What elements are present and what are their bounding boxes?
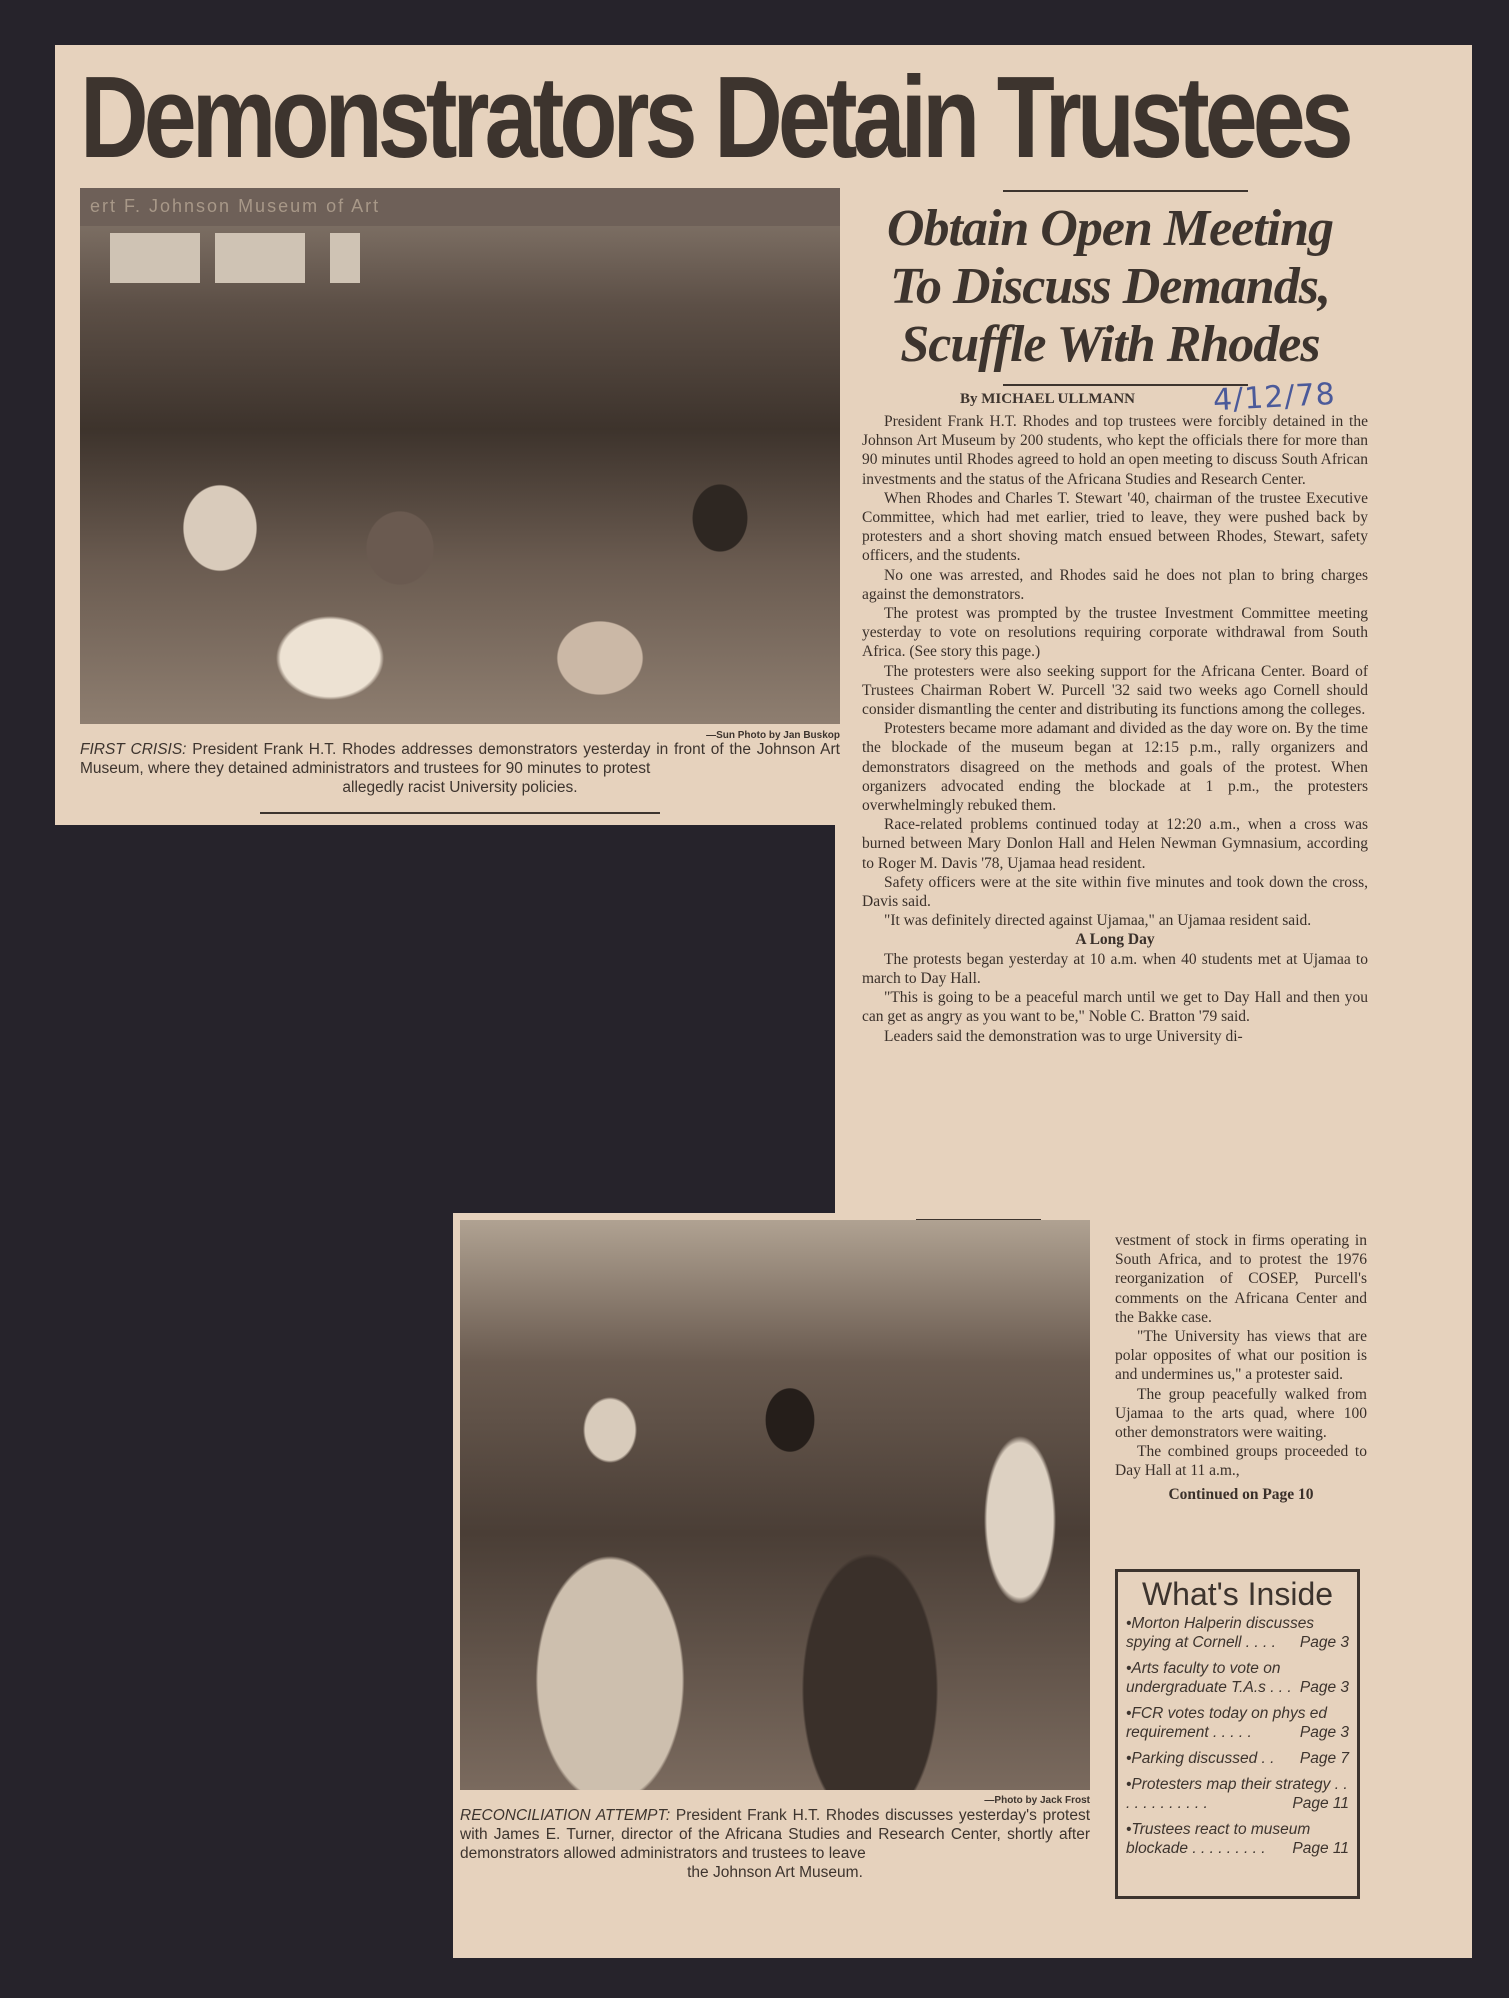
photo-window xyxy=(110,233,200,283)
caption-rule xyxy=(260,812,660,814)
handwritten-date: 4/12/78 xyxy=(1212,376,1337,419)
article-paragraph: Safety officers were at the site within five minutes and took down the cross, Davis said. xyxy=(862,873,1368,911)
caption-lead: FIRST CRISIS: xyxy=(80,741,187,758)
inside-item xyxy=(1126,1614,1349,1652)
article-paragraph: When Rhodes and Charles T. Stewart '40, chairman of the trustee Executive Committee, which had met earlier, tried to leave, they were pushed back by protesters and a short shoving match ensued between Rhodes, Stewart, safety officers, and the students. xyxy=(862,489,1368,565)
deck-line-3: Scuffle With Rhodes xyxy=(900,316,1320,373)
photo-caption-bottom xyxy=(460,1806,1090,1882)
article-paragraph: The protest was prompted by the trustee Investment Committee meeting yesterday to vote on resolutions requiring corporate withdrawal from South Africa. (See story this page.) xyxy=(862,605,1368,661)
inside-item xyxy=(1126,1820,1349,1858)
whats-inside-box xyxy=(1115,1569,1360,1899)
photo-window xyxy=(330,233,360,283)
photo-demonstrators-museum xyxy=(80,188,840,724)
article-paragraph: Protesters became more adamant and divided as the day wore on. By the time the blockade of the museum began at 12:15 p.m., rally organizers and demonstrators disagreed on the methods and goals of the protest. When organizers advocated ending the blockade at 1 p.m., the protesters overwhelmingly rebuked them. xyxy=(862,720,1368,815)
caption-text: President Frank H.T. Rhodes discusses yesterday's protest with James E. Turner, director of the Africana Studies and Research Center, shortly after demonstrators allowed administrators and trustees to leave xyxy=(460,1807,1091,1862)
inside-item-text: •Morton Halperin discusses spying at Cornell . . . . xyxy=(1126,1615,1315,1651)
inside-item-page: Page 7 xyxy=(1299,1750,1349,1767)
inside-item xyxy=(1126,1749,1349,1768)
inside-item-text: •FCR votes today on phys ed requirement . . . . . xyxy=(1126,1705,1328,1741)
subhead-a-long-day: A Long Day xyxy=(1075,931,1155,949)
inside-item xyxy=(1126,1704,1349,1742)
caption-last-line: allegedly racist University policies. xyxy=(342,779,578,796)
caption-text: President Frank H.T. Rhodes addresses demonstrators yesterday in front of the Johnson Art Museum, where they detained administrators and trustees for 90 minutes to protest xyxy=(80,741,840,777)
article-paragraph: The protesters were also seeking support for the Africana Center. Board of Trustees Chairman Robert W. Purcell '32 said two weeks ago Cornell should consider dismantling the center and distributing its functions among the colleges. xyxy=(862,662,1368,719)
article-paragraph: vestment of stock in firms operating in South Africa, and to protest the 1976 reorganization of COSEP, Purcell's comments on the Africana Center and the Bakke case. xyxy=(1115,1232,1367,1326)
article-paragraph: The group peacefully walked from Ujamaa to the arts quad, where 100 other demonstrators were waiting. xyxy=(1115,1385,1367,1442)
museum-sign-text: ert F. Johnson Museum of Art xyxy=(90,196,381,216)
deck-line-2: To Discuss Demands, xyxy=(890,258,1330,315)
inside-item-page: Page 3 xyxy=(1299,1679,1349,1696)
inside-item-page: Page 11 xyxy=(1292,1840,1349,1857)
inside-item-page: Page 3 xyxy=(1299,1724,1349,1741)
inside-item-text: •Trustees react to museum blockade . . . . . . . . . xyxy=(1126,1821,1311,1857)
inside-item-page: Page 11 xyxy=(1292,1795,1349,1812)
whats-inside-title: What's Inside xyxy=(1141,1576,1334,1612)
photo-reconciliation xyxy=(460,1220,1090,1790)
inside-item-text: •Arts faculty to vote on undergraduate T.A.s . . . xyxy=(1126,1660,1292,1696)
article-paragraph: Leaders said the demonstration was to urge University di- xyxy=(884,1027,1243,1045)
inside-item xyxy=(1126,1775,1349,1813)
deck-line-1: Obtain Open Meeting xyxy=(886,200,1334,257)
inside-item-page: Page 3 xyxy=(1299,1634,1349,1651)
article-paragraph: The combined groups proceeded to Day Hall at 11 a.m., xyxy=(1115,1443,1367,1480)
inside-item-text: •Parking discussed . . xyxy=(1126,1750,1275,1767)
article-body-narrow xyxy=(1115,1231,1367,1504)
byline: By MICHAEL ULLMANN xyxy=(960,391,1136,407)
inside-item xyxy=(1126,1659,1349,1697)
photo-caption-top xyxy=(80,740,840,797)
continued-on-page: Continued on Page 10 xyxy=(1168,1485,1314,1503)
article-paragraph: "This is going to be a peaceful march until we get to Day Hall and then you can get as angry as you want to be," Noble C. Bratton '79 said. xyxy=(862,989,1368,1026)
article-body-wide xyxy=(862,412,1368,1046)
photo-credit-top: —Sun Photo by Jan Buskop xyxy=(706,730,840,741)
deck-headline xyxy=(860,200,1360,374)
article-paragraph: "The University has views that are polar opposites of what our position is and undermines us," a protester said. xyxy=(1115,1328,1367,1384)
article-paragraph: Race-related problems continued today at 12:20 a.m., when a cross was burned between Mary Donlon Hall and Helen Newman Gymnasium, according to Roger M. Davis '78, Ujamaa head resident. xyxy=(862,816,1368,872)
deck-rule-top xyxy=(1003,190,1248,192)
inside-item-text: •Protesters map their strategy . . . . . . . . . . . . xyxy=(1126,1776,1348,1812)
headline: Demonstrators Detain Trustees xyxy=(80,52,1349,182)
article-paragraph: "It was definitely directed against Ujamaa," an Ujamaa resident said. xyxy=(884,912,1312,930)
article-paragraph: The protests began yesterday at 10 a.m. when 40 students met at Ujamaa to march to Day Hall. xyxy=(862,950,1368,987)
caption-last-line: the Johnson Art Museum. xyxy=(687,1864,863,1881)
museum-sign xyxy=(80,188,840,226)
article-paragraph: No one was arrested, and Rhodes said he does not plan to bring charges against the demonstrators. xyxy=(862,566,1368,603)
article-paragraph: President Frank H.T. Rhodes and top trustees were forcibly detained in the Johnson Art Museum by 200 students, who kept the officials there for more than 90 minutes until Rhodes agreed to hold an open meeting to discuss South African investments and the status of the Africana Studies and Research Center. xyxy=(862,413,1368,488)
photo-credit-bottom: —Photo by Jack Frost xyxy=(984,1795,1090,1806)
photo-window xyxy=(215,233,305,283)
caption-lead: RECONCILIATION ATTEMPT: xyxy=(460,1807,671,1824)
